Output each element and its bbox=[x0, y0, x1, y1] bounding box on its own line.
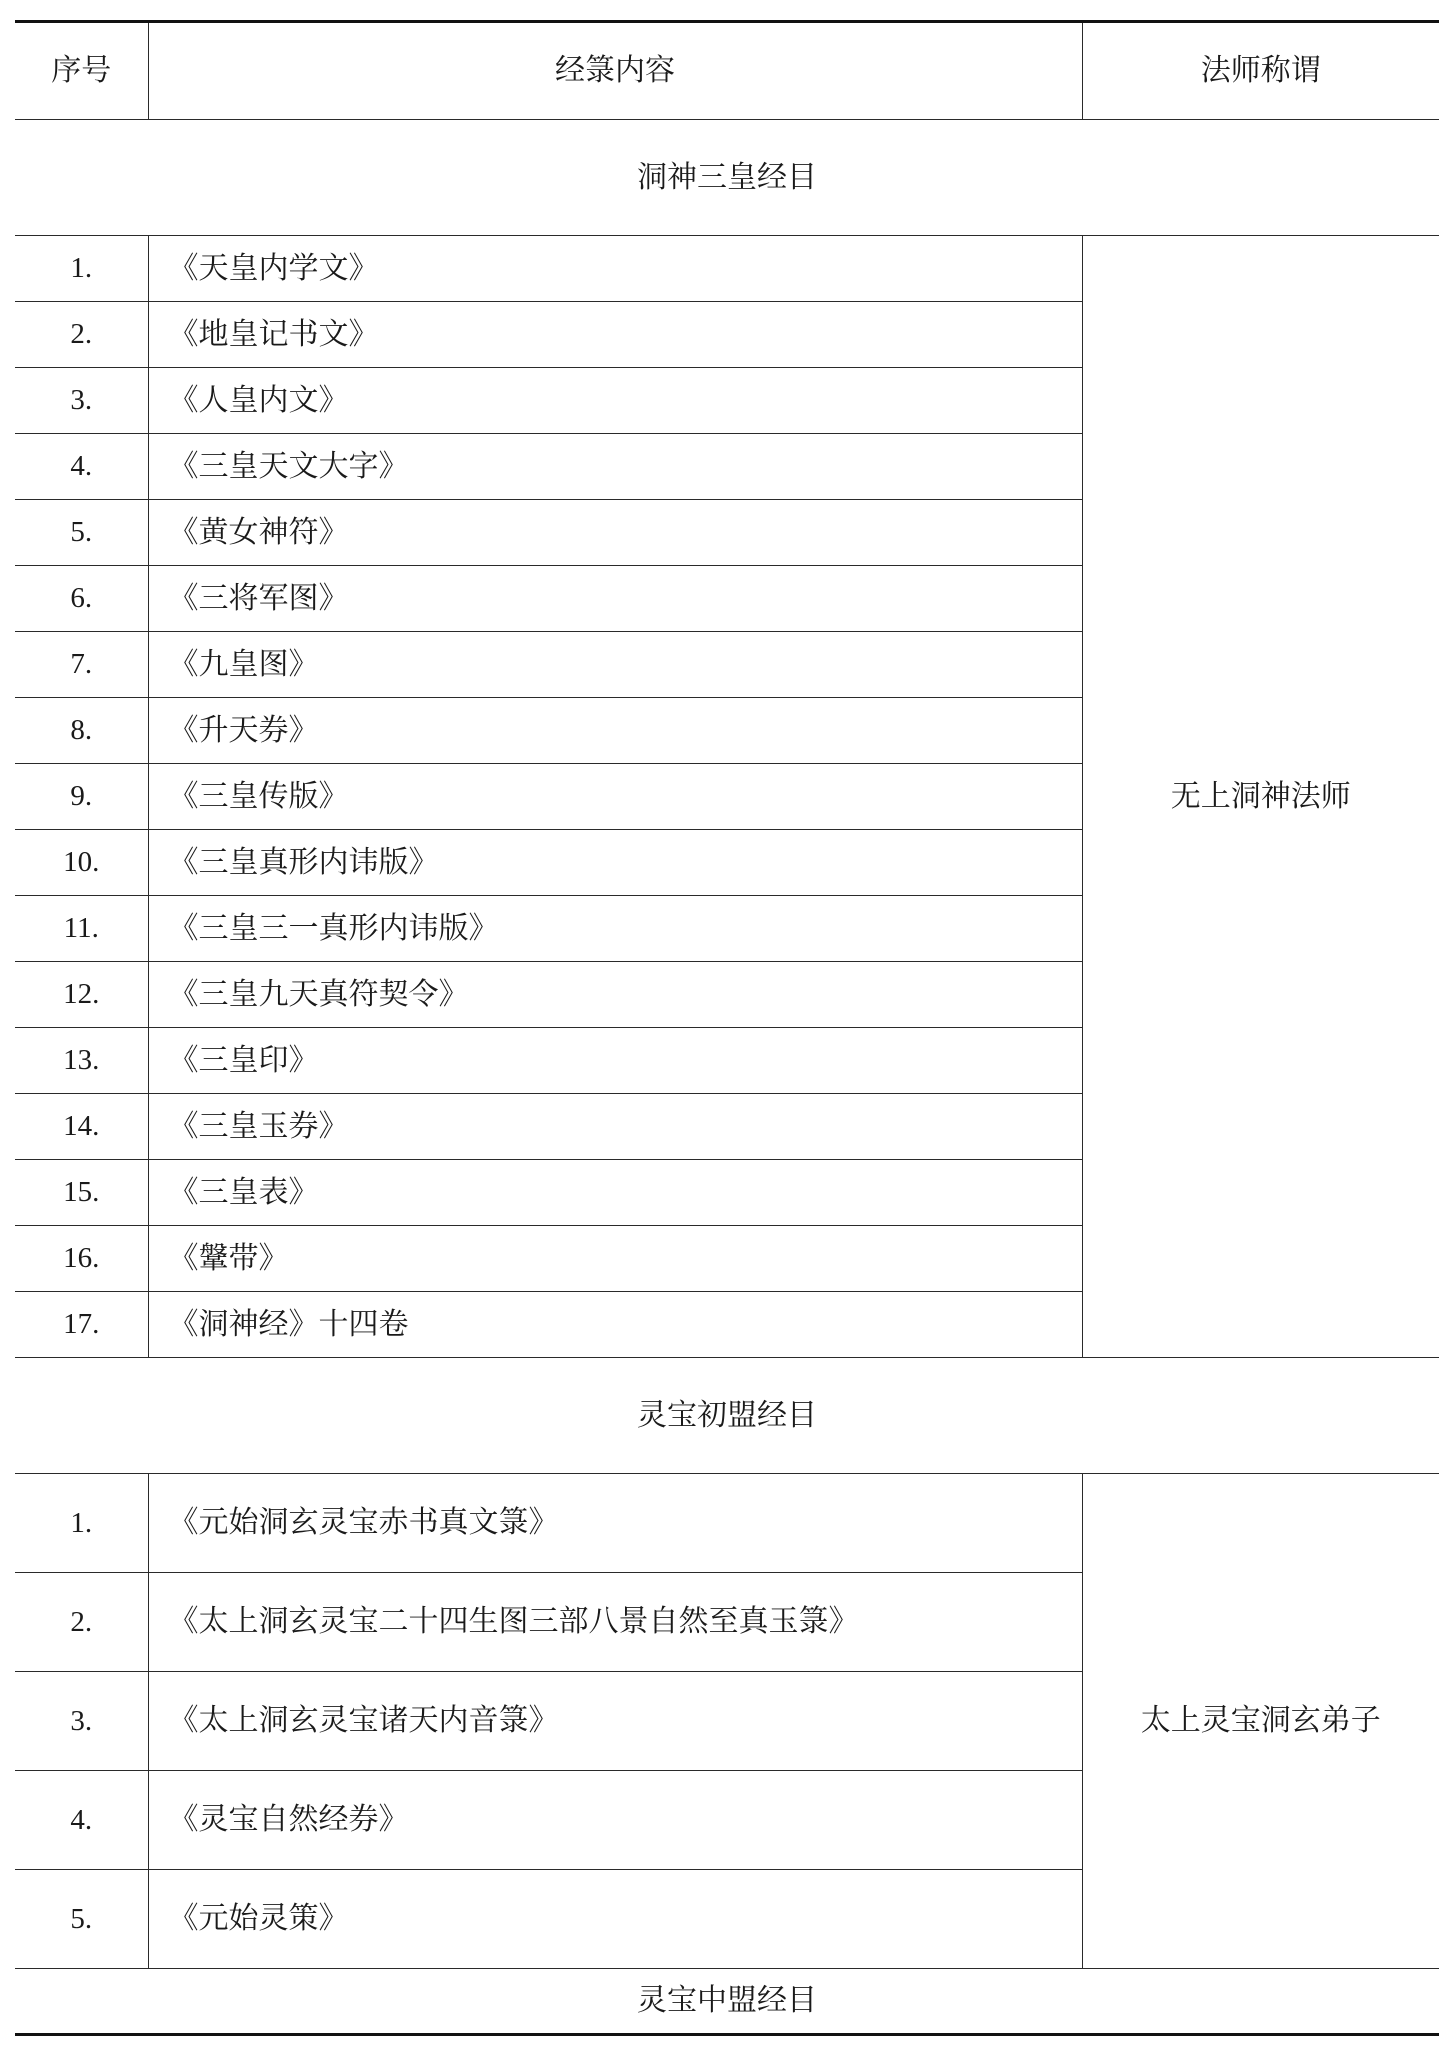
row-number: 1. bbox=[15, 1474, 148, 1573]
row-content: 《元始洞玄灵宝赤书真文箓》 bbox=[148, 1474, 1082, 1573]
row-content: 《三皇表》 bbox=[148, 1160, 1082, 1226]
row-content: 《鞶带》 bbox=[148, 1226, 1082, 1292]
row-content: 《三皇天文大字》 bbox=[148, 434, 1082, 500]
section-heading-row bbox=[15, 1358, 1439, 1474]
row-content: 《九皇图》 bbox=[148, 632, 1082, 698]
row-content: 《三皇传版》 bbox=[148, 764, 1082, 830]
section-heading: 灵宝中盟经目 bbox=[15, 1969, 1439, 2035]
row-number: 4. bbox=[15, 1771, 148, 1870]
row-number: 10. bbox=[15, 830, 148, 896]
row-number: 3. bbox=[15, 368, 148, 434]
row-content: 《天皇内学文》 bbox=[148, 236, 1082, 302]
table-row bbox=[15, 236, 1439, 302]
row-number: 8. bbox=[15, 698, 148, 764]
row-number: 13. bbox=[15, 1028, 148, 1094]
row-content: 《三皇印》 bbox=[148, 1028, 1082, 1094]
row-content: 《灵宝自然经券》 bbox=[148, 1771, 1082, 1870]
row-number: 15. bbox=[15, 1160, 148, 1226]
row-number: 4. bbox=[15, 434, 148, 500]
section-title: 太上灵宝洞玄弟子 bbox=[1082, 1474, 1439, 1969]
row-content: 《太上洞玄灵宝诸天内音箓》 bbox=[148, 1672, 1082, 1771]
row-number: 16. bbox=[15, 1226, 148, 1292]
row-content: 《三皇三一真形内讳版》 bbox=[148, 896, 1082, 962]
section-heading: 灵宝初盟经目 bbox=[15, 1358, 1439, 1474]
section-title: 无上洞神法师 bbox=[1082, 236, 1439, 1358]
section-heading-row bbox=[15, 1969, 1439, 2035]
row-content: 《升天券》 bbox=[148, 698, 1082, 764]
row-number: 6. bbox=[15, 566, 148, 632]
row-number: 17. bbox=[15, 1292, 148, 1358]
row-content: 《地皇记书文》 bbox=[148, 302, 1082, 368]
table-header-row bbox=[15, 22, 1439, 120]
row-content: 《人皇内文》 bbox=[148, 368, 1082, 434]
row-content: 《三将军图》 bbox=[148, 566, 1082, 632]
section-heading-row bbox=[15, 120, 1439, 236]
row-content: 《三皇真形内讳版》 bbox=[148, 830, 1082, 896]
row-number: 12. bbox=[15, 962, 148, 1028]
table-row bbox=[15, 1474, 1439, 1573]
header-title: 法师称谓 bbox=[1082, 22, 1439, 120]
header-content: 经箓内容 bbox=[148, 22, 1082, 120]
row-content: 《三皇九天真符契令》 bbox=[148, 962, 1082, 1028]
scripture-table bbox=[15, 20, 1439, 2036]
row-number: 3. bbox=[15, 1672, 148, 1771]
row-number: 2. bbox=[15, 1573, 148, 1672]
row-number: 11. bbox=[15, 896, 148, 962]
header-number: 序号 bbox=[15, 22, 148, 120]
row-content: 《三皇玉券》 bbox=[148, 1094, 1082, 1160]
document-page bbox=[15, 20, 1439, 2036]
row-number: 5. bbox=[15, 500, 148, 566]
row-number: 1. bbox=[15, 236, 148, 302]
row-number: 2. bbox=[15, 302, 148, 368]
section-heading: 洞神三皇经目 bbox=[15, 120, 1439, 236]
row-content: 《黄女神符》 bbox=[148, 500, 1082, 566]
row-content: 《元始灵策》 bbox=[148, 1870, 1082, 1969]
row-content: 《太上洞玄灵宝二十四生图三部八景自然至真玉箓》 bbox=[148, 1573, 1082, 1672]
row-content: 《洞神经》十四卷 bbox=[148, 1292, 1082, 1358]
row-number: 7. bbox=[15, 632, 148, 698]
row-number: 14. bbox=[15, 1094, 148, 1160]
row-number: 9. bbox=[15, 764, 148, 830]
row-number: 5. bbox=[15, 1870, 148, 1969]
